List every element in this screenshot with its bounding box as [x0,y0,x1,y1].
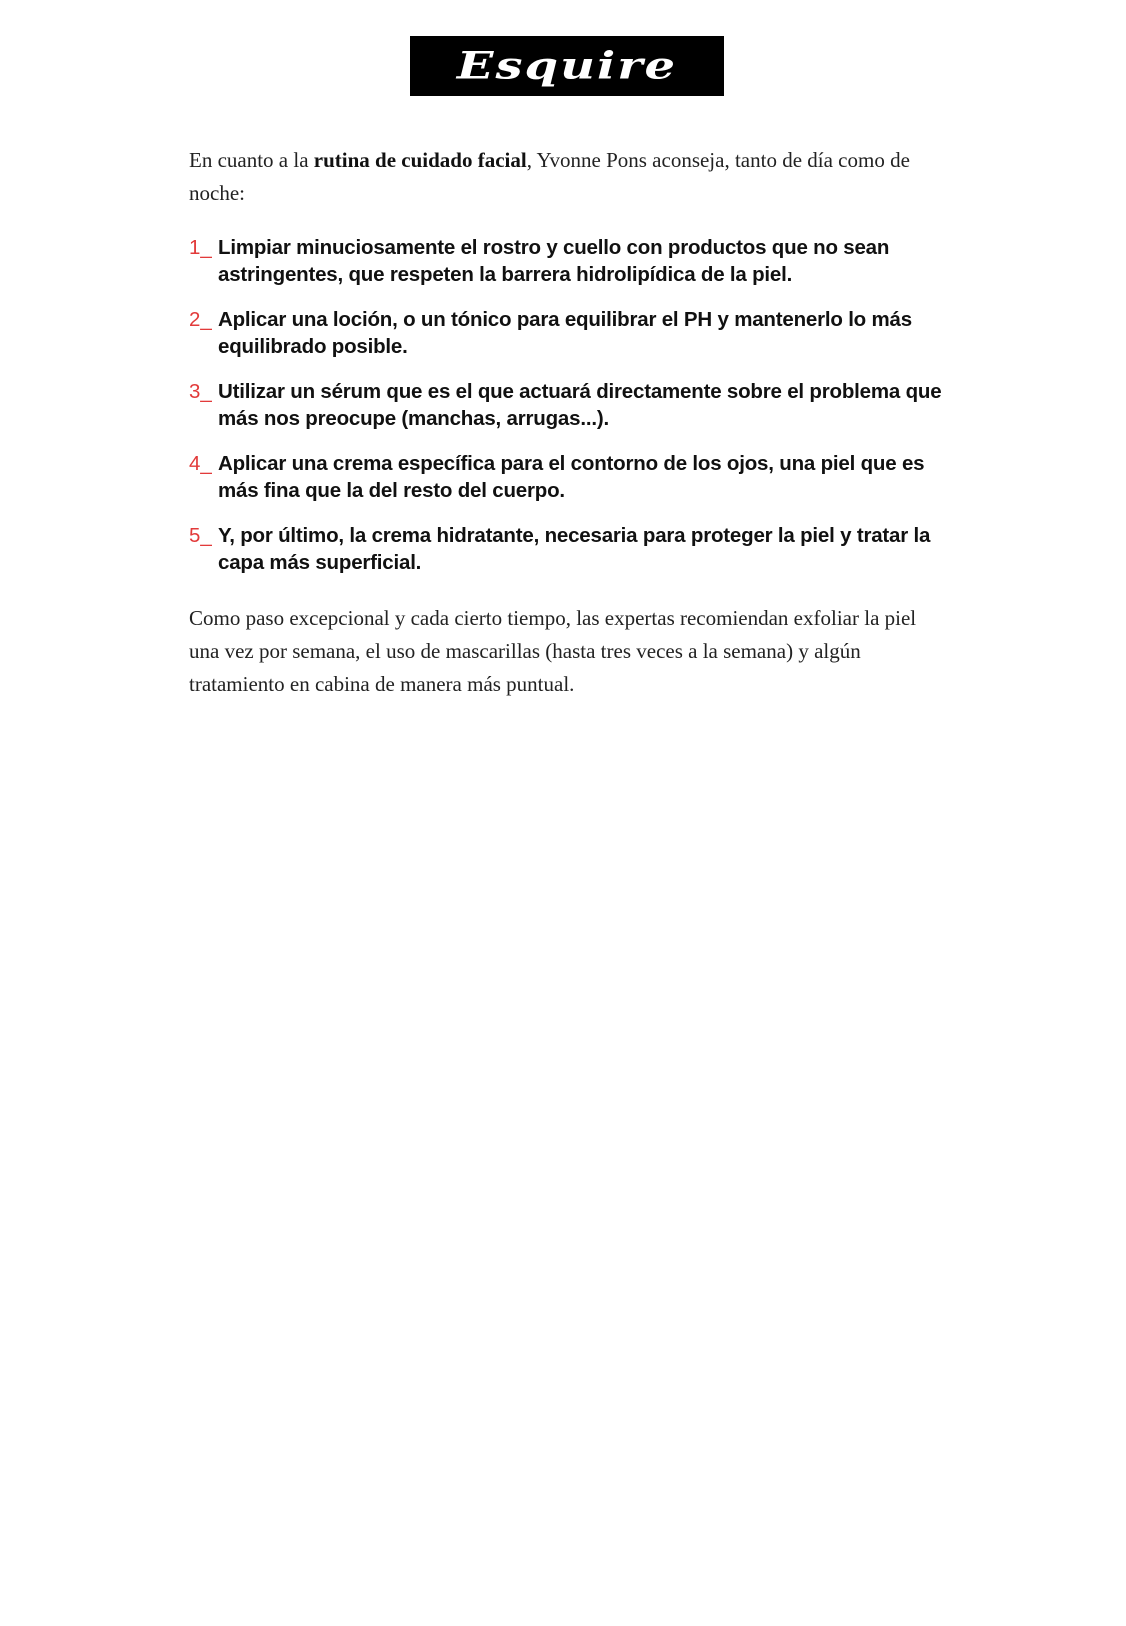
step-number: 3_ [189,380,212,403]
esquire-logo [410,36,724,96]
step-number: 1_ [189,236,212,259]
list-item [189,234,951,288]
closing-paragraph: Como paso excepcional y cada cierto tiempo, las expertas recomiendan exfoliar la piel una vez por semana, el uso de mascarillas (hasta tres veces a la semana) y algún tratamiento en cabina de manera más puntual. [189,606,917,696]
step-text: Aplicar una crema específica para el contorno de los ojos, una piel que es más fina que la del resto del cuerpo. [218,452,925,502]
step-text: Aplicar una loción, o un tónico para equilibrar el PH y mantenerlo lo más equilibrado posible. [218,308,912,358]
step-number: 5_ [189,524,212,547]
step-text: Utilizar un sérum que es el que actuará directamente sobre el problema que más nos preocupe (manchas, arrugas...). [218,380,942,430]
list-item [189,450,951,504]
intro-prefix: En cuanto a la [189,148,314,172]
logo-text: Esquire [456,44,678,88]
list-item [189,306,951,360]
intro-suffix: , Yvonne Pons aconseja, tanto de día como de noche: [189,148,910,205]
step-number: 4_ [189,452,212,475]
intro-bold: rutina de cuidado facial [313,148,527,172]
step-text: Y, por último, la crema hidratante, necesaria para proteger la piel y tratar la capa más superficial. [218,524,931,574]
list-item [189,378,951,432]
step-number: 2_ [189,308,212,331]
routine-steps-list [189,234,951,576]
intro-paragraph [189,144,951,210]
article-body [189,144,951,701]
list-item [189,522,951,576]
step-text: Limpiar minuciosamente el rostro y cuello con productos que no sean astringentes, que respeten la barrera hidrolipídica de la piel. [218,236,890,286]
